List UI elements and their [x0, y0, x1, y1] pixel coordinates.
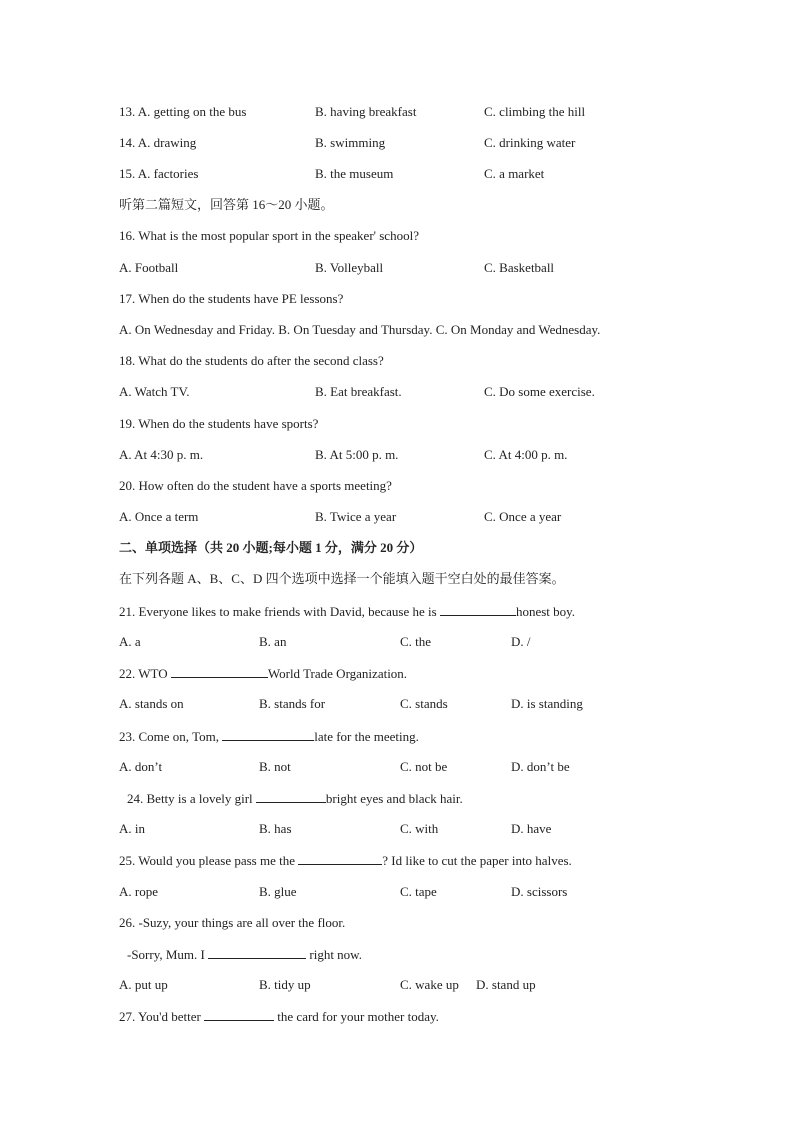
- q23-option-c: C. not be: [400, 759, 448, 774]
- q13-option-c: C. climbing the hill: [484, 104, 586, 119]
- q17-stem: 17. When do the students have PE lessons?: [119, 291, 344, 306]
- q22-option-c: C. stands: [400, 696, 448, 711]
- q26-reply: -Sorry, Mum. I right now.: [127, 947, 362, 962]
- q20-stem: 20. How often do the student have a sports meeting?: [119, 478, 392, 493]
- q14-option-c: C. drinking water: [484, 135, 576, 150]
- q24-stem: 24. Betty is a lovely girl bright eyes and black hair.: [127, 791, 463, 806]
- q21-option-c: C. the: [400, 634, 432, 649]
- q25-stem: 25. Would you please pass me the ? Id like to cut the paper into halves.: [119, 853, 572, 868]
- q23-option-b: B. not: [259, 759, 291, 774]
- answer-blank[interactable]: [298, 852, 382, 865]
- q26-stem: 26. -Suzy, your things are all over the floor.: [119, 915, 346, 930]
- q13-option-a: 13. A. getting on the bus: [119, 104, 247, 119]
- passage2-instruction: 听第二篇短文，回答第 16～20 小题。: [119, 197, 334, 212]
- q22-option-a: A. stands on: [119, 696, 184, 711]
- q21-option-b: B. an: [259, 634, 287, 649]
- q15-option-c: C. a market: [484, 166, 545, 181]
- q25-option-c: C. tape: [400, 884, 437, 899]
- q25-option-b: B. glue: [259, 884, 297, 899]
- q18-option-a: A. Watch TV.: [119, 384, 190, 399]
- q16-stem: 16. What is the most popular sport in the speaker' school?: [119, 228, 419, 243]
- answer-blank[interactable]: [222, 728, 314, 741]
- q19-option-b: B. At 5:00 p. m.: [315, 447, 399, 462]
- q22-option-d: D. is standing: [511, 696, 583, 711]
- answer-blank[interactable]: [256, 790, 326, 803]
- q21-option-a: A. a: [119, 634, 141, 649]
- section2-instruction: 在下列各题 A、B、C、D 四个选项中选择一个能填入题干空白处的最佳答案。: [119, 571, 565, 586]
- q25-option-d: D. scissors: [511, 884, 568, 899]
- q19-option-c: C. At 4:00 p. m.: [484, 447, 568, 462]
- q13-option-b: B. having breakfast: [315, 104, 417, 119]
- q16-option-a: A. Football: [119, 260, 179, 275]
- q24-option-c: C. with: [400, 821, 439, 836]
- q15-option-b: B. the museum: [315, 166, 394, 181]
- q26-option-c: C. wake up: [400, 977, 459, 992]
- q20-option-c: C. Once a year: [484, 509, 562, 524]
- q21-stem: 21. Everyone likes to make friends with David, because he is honest boy.: [119, 604, 576, 619]
- q18-stem: 18. What do the students do after the second class?: [119, 353, 384, 368]
- answer-blank[interactable]: [440, 603, 516, 616]
- q18-option-c: C. Do some exercise.: [484, 384, 595, 399]
- q17-options: A. On Wednesday and Friday. B. On Tuesday and Thursday. C. On Monday and Wednesday.: [119, 322, 601, 337]
- answer-blank[interactable]: [204, 1008, 274, 1021]
- q16-option-b: B. Volleyball: [315, 260, 384, 275]
- answer-blank[interactable]: [171, 665, 268, 678]
- q19-stem: 19. When do the students have sports?: [119, 416, 319, 431]
- q25-option-a: A. rope: [119, 884, 158, 899]
- answer-blank[interactable]: [208, 946, 306, 959]
- q14-option-b: B. swimming: [315, 135, 386, 150]
- q26-option-d: D. stand up: [476, 977, 536, 992]
- q27-stem: 27. You'd better the card for your mother today.: [119, 1009, 439, 1024]
- q19-option-a: A. At 4:30 p. m.: [119, 447, 204, 462]
- q23-stem: 23. Come on, Tom, late for the meeting.: [119, 729, 419, 744]
- q26-option-a: A. put up: [119, 977, 168, 992]
- q24-option-b: B. has: [259, 821, 292, 836]
- q26-option-b: B. tidy up: [259, 977, 311, 992]
- q16-option-c: C. Basketball: [484, 260, 555, 275]
- q23-option-a: A. don’t: [119, 759, 163, 774]
- q24-option-a: A. in: [119, 821, 145, 836]
- section2-title: 二、单项选择（共 20 小题;每小题 1 分，满分 20 分）: [119, 540, 423, 555]
- q18-option-b: B. Eat breakfast.: [315, 384, 402, 399]
- q20-option-a: A. Once a term: [119, 509, 199, 524]
- q20-option-b: B. Twice a year: [315, 509, 397, 524]
- q22-stem: 22. WTO World Trade Organization.: [119, 666, 408, 681]
- q15-option-a: 15. A. factories: [119, 166, 199, 181]
- q14-option-a: 14. A. drawing: [119, 135, 197, 150]
- q23-option-d: D. don’t be: [511, 759, 570, 774]
- q22-option-b: B. stands for: [259, 696, 326, 711]
- q21-option-d: D. /: [511, 634, 531, 649]
- q24-option-d: D. have: [511, 821, 552, 836]
